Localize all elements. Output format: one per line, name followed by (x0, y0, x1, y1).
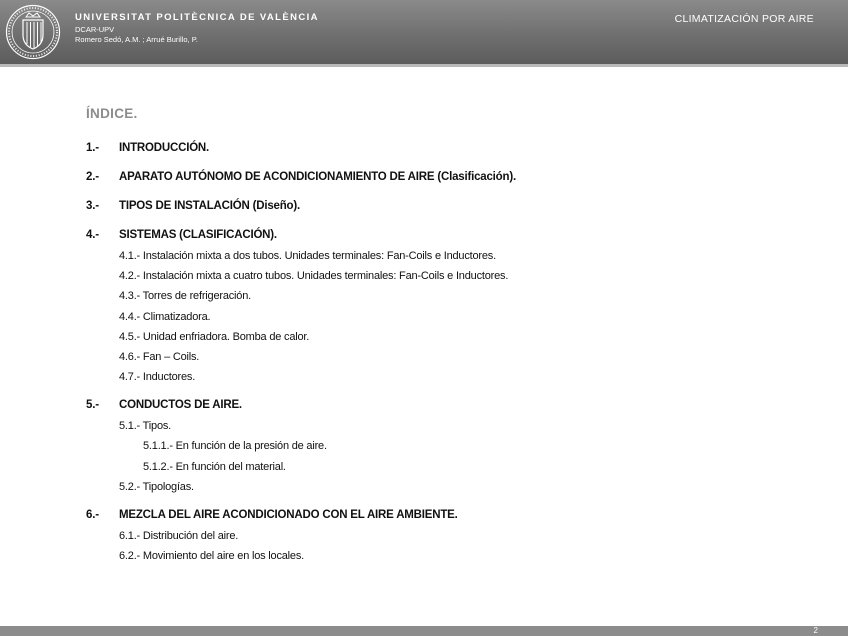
toc-section-title: APARATO AUTÓNOMO DE ACONDICIONAMIENTO DE AIRE (Clasificación). (119, 171, 516, 183)
header-divider (0, 64, 848, 67)
authors: Romero Sedó, A.M. ; Arrué Burillo, P. (75, 35, 198, 44)
toc-subitem: 4.6.- Fan – Coils. (119, 351, 200, 363)
toc-subitem: 4.1.- Instalación mixta a dos tubos. Unidades terminales: Fan-Coils e Inductores. (119, 250, 496, 262)
toc-section-number: 3.- (86, 200, 99, 212)
toc-subitem: 5.2.- Tipologías. (119, 480, 194, 493)
university-name: UNIVERSITAT POLITÈCNICA DE VALÈNCIA (75, 12, 319, 23)
university-info (75, 12, 319, 45)
course-title: CLIMATIZACIÓN POR AIRE (674, 13, 814, 25)
toc-section-title: MEZCLA DEL AIRE ACONDICIONADO CON EL AIRE AMBIENTE. (119, 508, 458, 521)
toc-subitem: 4.5.- Unidad enfriadora. Bomba de calor. (119, 330, 310, 343)
toc-subitem: 5.1.- Tipos. (119, 420, 172, 433)
toc-subitem: 4.4.- Climatizadora. (119, 310, 211, 323)
toc-section-number: 1.- (86, 142, 99, 154)
slide-header (0, 0, 848, 64)
toc-section-number: 2.- (86, 171, 99, 183)
toc-subitem: 5.1.1.- En función de la presión de aire. (143, 440, 327, 453)
page-number: 2 (813, 626, 818, 635)
toc-section-title: INTRODUCCIÓN. (119, 142, 210, 154)
university-seal-icon (5, 4, 61, 60)
index-title: ÍNDICE. (86, 106, 138, 121)
toc-section-number: 4.- (86, 229, 99, 241)
toc-subitem: 4.7.- Inductores. (119, 371, 196, 384)
toc-subitem: 4.2.- Instalación mixta a cuatro tubos. Unidades terminales: Fan-Coils e Inductores. (119, 270, 509, 283)
toc-subitem: 5.1.2.- En función del material. (143, 460, 286, 473)
toc-subitem: 6.1.- Distribución del aire. (119, 529, 239, 542)
toc-section-number: 6.- (86, 508, 99, 521)
toc-subitem: 4.3.- Torres de refrigeración. (119, 290, 251, 303)
department: DCAR-UPV (75, 25, 115, 34)
toc-section-title: CONDUCTOS DE AIRE. (119, 399, 242, 412)
slide-footer (0, 626, 848, 636)
toc-subitem: 6.2.- Movimiento del aire en los locales. (119, 550, 305, 562)
toc-section-title: TIPOS DE INSTALACIÓN (Diseño). (119, 200, 300, 212)
toc-section-number: 5.- (86, 399, 99, 412)
toc-section-title: SISTEMAS (CLASIFICACIÓN). (119, 229, 277, 241)
